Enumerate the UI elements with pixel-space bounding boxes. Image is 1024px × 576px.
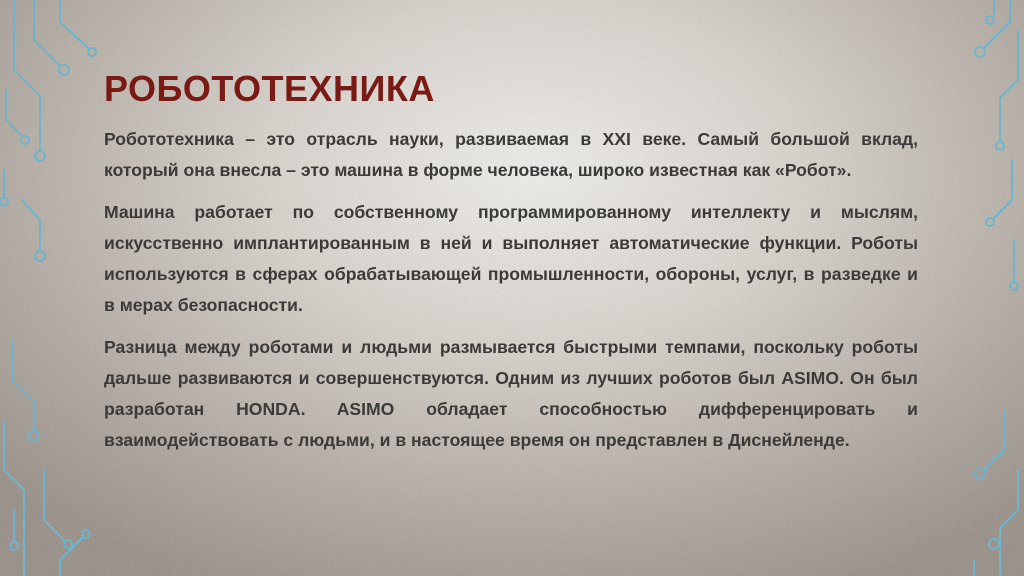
paragraph-definition: Робототехника – это отрасль науки, развиваемая в XXI веке. Самый большой вклад, который она внесла – это машина в форме человека, широко известная как «Робот».: [104, 129, 918, 180]
slide-title: РОБОТОТЕХНИКА: [104, 68, 435, 109]
circuit-decoration-right: [914, 0, 1024, 576]
slide-body: [104, 124, 918, 467]
paragraph-asimo: Разница между роботами и людьми размывается быстрыми темпами, поскольку роботы дальше развиваются и совершенствуются. Одним из лучших роботов был ASIMO. Он был разработан HONDA. ASIMO обладает способностью дифференцировать и взаимодействовать с людьми, и в настоящее время он представлен в Диснейленде.: [104, 337, 918, 450]
paragraph-machine-function: Машина работает по собственному программированному интеллекту и мыслям, искусственно имплантированным в ней и выполняет автоматические функции. Роботы используются в сферах обрабатывающей промышленности, обороны, услуг, в разведке и в мерах безопасности.: [104, 202, 918, 315]
circuit-decoration-left: [0, 0, 110, 576]
